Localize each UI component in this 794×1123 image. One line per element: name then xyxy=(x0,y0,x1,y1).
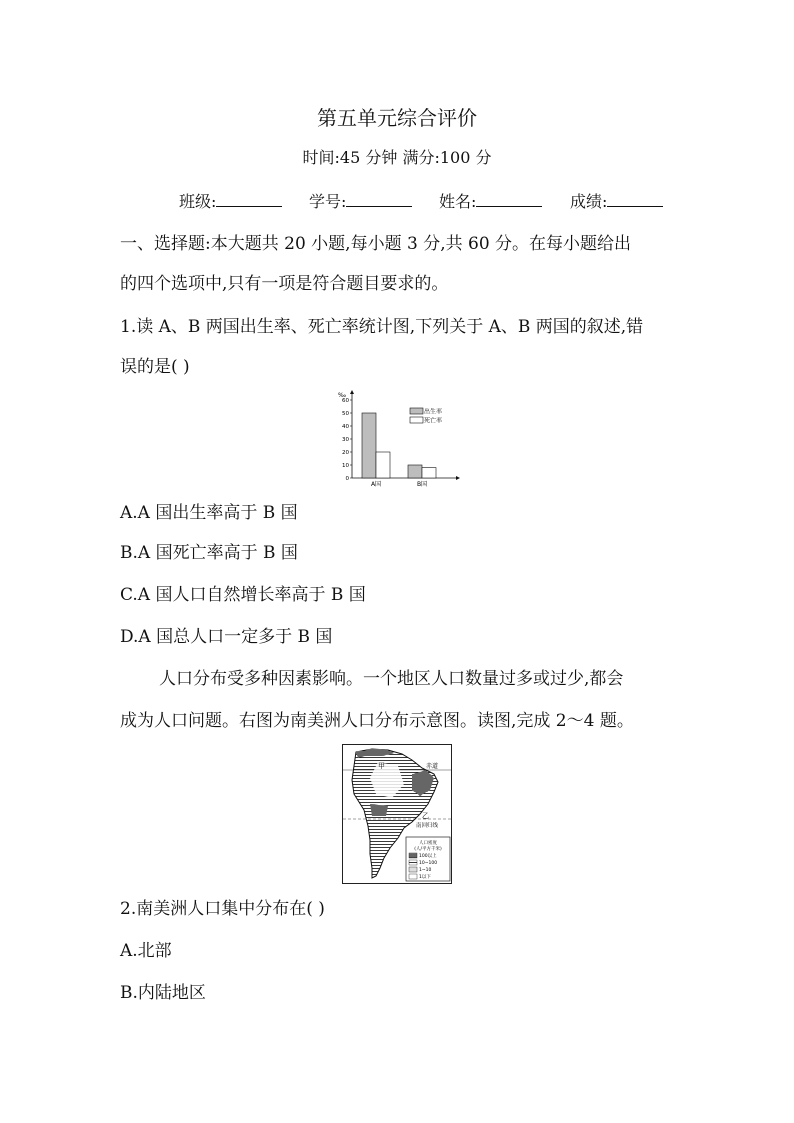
bar xyxy=(408,465,422,478)
label-yi: 乙 xyxy=(422,812,429,820)
y-axis-label: ‰ xyxy=(338,392,347,399)
q1-option-c: C.A 国人口自然增长率高于 B 国 xyxy=(120,585,366,605)
x-tick-label: A国 xyxy=(370,481,382,488)
passage-line1: 人口分布受多种因素影响。一个地区人口数量过多或过少,都会 xyxy=(159,669,624,689)
x-axis-arrow xyxy=(456,476,460,480)
bar xyxy=(376,452,390,478)
label-jia: 甲 xyxy=(378,762,385,770)
q1-option-b: B.A 国死亡率高于 B 国 xyxy=(120,543,298,563)
page-subtitle: 时间:45 分钟 满分:100 分 xyxy=(302,148,492,167)
section1-line2: 的四个选项中,只有一项是符合题目要求的。 xyxy=(120,274,449,294)
class-field xyxy=(179,191,282,213)
y-axis-arrow xyxy=(350,390,354,394)
passage-line2: 成为人口问题。右图为南美洲人口分布示意图。读图,完成 2～4 题。 xyxy=(120,711,634,731)
section1-line1: 一、选择题:本大题共 20 小题,每小题 3 分,共 60 分。在每小题给出 xyxy=(120,234,632,254)
legend-item-1: 100以上 xyxy=(419,854,437,859)
class-blank xyxy=(216,192,282,207)
q2-stem: 2.南美洲人口集中分布在( ) xyxy=(120,899,325,919)
score-blank xyxy=(607,192,663,207)
name-label: 姓名: xyxy=(439,192,477,211)
student-id-field xyxy=(309,191,412,213)
q2-option-b: B.内陆地区 xyxy=(120,983,206,1003)
chart-svg xyxy=(332,388,462,490)
legend-label: 出生率 xyxy=(424,408,443,416)
bar xyxy=(362,413,376,478)
y-tick-label: 10 xyxy=(342,463,349,469)
legend-swatch xyxy=(410,417,423,423)
y-tick-label: 30 xyxy=(342,437,349,443)
q1-option-d: D.A 国总人口一定多于 B 国 xyxy=(120,627,333,647)
q1-option-a: A.A 国出生率高于 B 国 xyxy=(120,503,298,523)
y-tick-label: 40 xyxy=(342,424,349,430)
q1-stem-line2: 误的是( ) xyxy=(120,357,190,377)
name-field xyxy=(439,191,542,213)
page-title: 第五单元综合评价 xyxy=(317,106,477,130)
y-tick-label: 20 xyxy=(342,450,349,456)
y-tick-label: 50 xyxy=(342,411,349,417)
label-tropic: 南回归线 xyxy=(416,823,439,829)
q1-stem-line1: 1.读 A、B 两国出生率、死亡率统计图,下列关于 A、B 两国的叙述,错 xyxy=(120,317,644,337)
name-blank xyxy=(476,192,542,207)
birth-death-rate-chart xyxy=(332,388,462,494)
x-tick-label: B国 xyxy=(416,481,428,488)
south-america-population-map xyxy=(342,744,452,888)
legend-item-2: 10~100 xyxy=(419,861,438,866)
score-label: 成绩: xyxy=(570,192,608,211)
legend-item-4: 1以下 xyxy=(419,875,431,880)
legend-swatch xyxy=(410,408,423,414)
student-id-label: 学号: xyxy=(309,192,347,211)
y-tick-label: 60 xyxy=(342,398,349,404)
legend-title-1: 人口密度 xyxy=(419,841,437,846)
q2-option-a: A.北部 xyxy=(120,941,172,961)
score-field xyxy=(570,191,663,213)
central-dense-area xyxy=(370,804,388,816)
legend-title-2: (人/平方千米) xyxy=(414,847,442,852)
legend-item-3: 1~10 xyxy=(419,868,432,873)
map-svg xyxy=(342,744,452,884)
student-id-blank xyxy=(346,192,412,207)
class-label: 班级: xyxy=(179,192,217,211)
bar xyxy=(422,468,436,478)
legend-label: 死亡率 xyxy=(424,417,443,425)
label-equator: 赤道 xyxy=(426,763,439,770)
y-tick-label: 0 xyxy=(345,476,349,482)
